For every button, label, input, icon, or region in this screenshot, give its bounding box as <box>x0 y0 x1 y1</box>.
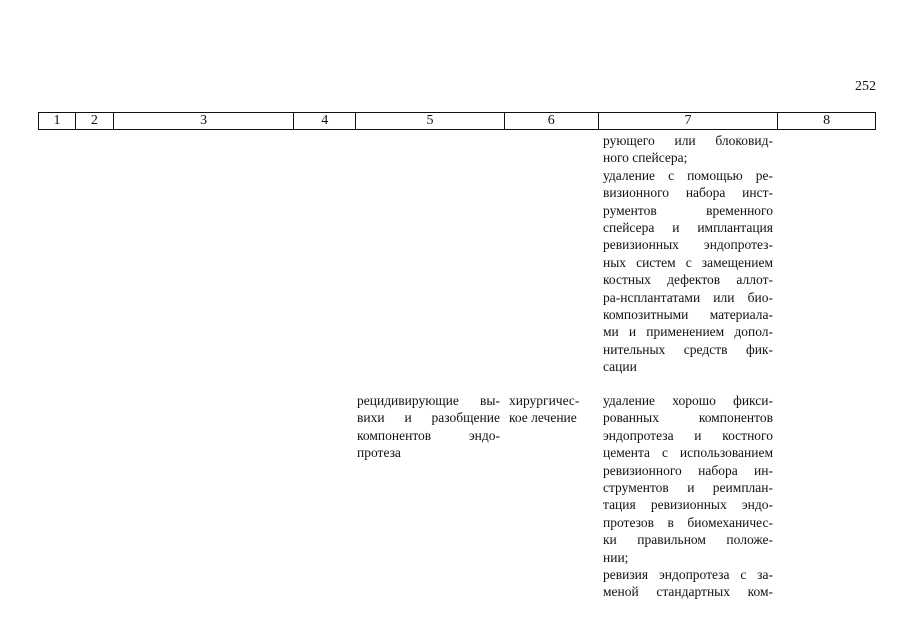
text-line: сации <box>603 359 637 375</box>
header-cell-7: 7 <box>599 113 779 129</box>
header-cell-8: 8 <box>823 113 831 128</box>
text-line: цемента с использованием <box>603 445 773 461</box>
text-line: ки правильном положе- <box>603 532 773 548</box>
text-line: рующего или блоковид- <box>603 133 773 148</box>
text-line: струментов и реимплан- <box>603 480 773 496</box>
page-number: 252 <box>855 79 876 94</box>
text-line: рументов временного <box>603 202 773 218</box>
table-header-row <box>38 112 876 130</box>
text-line: ного спейсера; <box>603 150 688 166</box>
text-line: композитными материала- <box>603 307 773 323</box>
text-line: рецидивирующие вы- <box>357 393 500 408</box>
text-line: протезов в биомеханичес- <box>603 514 773 530</box>
text-line: протеза <box>357 445 401 461</box>
header-cell-4: 4 <box>294 113 356 129</box>
text-line: кое лечение <box>509 410 577 426</box>
text-line: визионного набора инст- <box>603 185 773 201</box>
text-line: тация ревизионных эндо- <box>603 497 773 513</box>
row2-col6-method-text <box>509 392 595 427</box>
text-line: эндопротеза и костного <box>603 427 773 443</box>
header-cell-2: 2 <box>76 113 114 129</box>
text-line: меной стандартных ком- <box>603 584 773 600</box>
text-line: ра-нсплантатами или био- <box>603 289 773 305</box>
text-line: компонентов эндо- <box>357 427 500 443</box>
header-cell-6: 6 <box>505 113 599 129</box>
text-line: удаление хорошо фикси- <box>603 393 773 408</box>
text-line: ревизия эндопротеза с за- <box>603 567 773 583</box>
text-line: нии; <box>603 549 629 565</box>
text-line: ных систем с замещением <box>603 254 773 270</box>
header-cell-5: 5 <box>356 113 505 129</box>
text-line: удаление с помощью ре- <box>603 167 773 183</box>
text-line: ми и применением допол- <box>603 324 773 340</box>
row2-col7-treatment-text <box>603 392 773 601</box>
text-line: ревизионного набора ин- <box>603 462 773 478</box>
text-line: ревизионных эндопротез- <box>603 237 773 253</box>
text-line: вихи и разобщение <box>357 410 500 426</box>
text-line: рованных компонентов <box>603 410 773 426</box>
text-line: спейсера и имплантация <box>603 220 773 236</box>
header-cell-1: 1 <box>39 113 76 129</box>
text-line: костных дефектов аллот- <box>603 272 773 288</box>
text-line: хирургичес- <box>509 393 580 408</box>
row2-col5-condition-text <box>357 392 500 462</box>
header-cell-3: 3 <box>114 113 295 129</box>
row1-col7-treatment-text <box>603 132 773 376</box>
text-line: нительных средств фик- <box>603 341 773 357</box>
